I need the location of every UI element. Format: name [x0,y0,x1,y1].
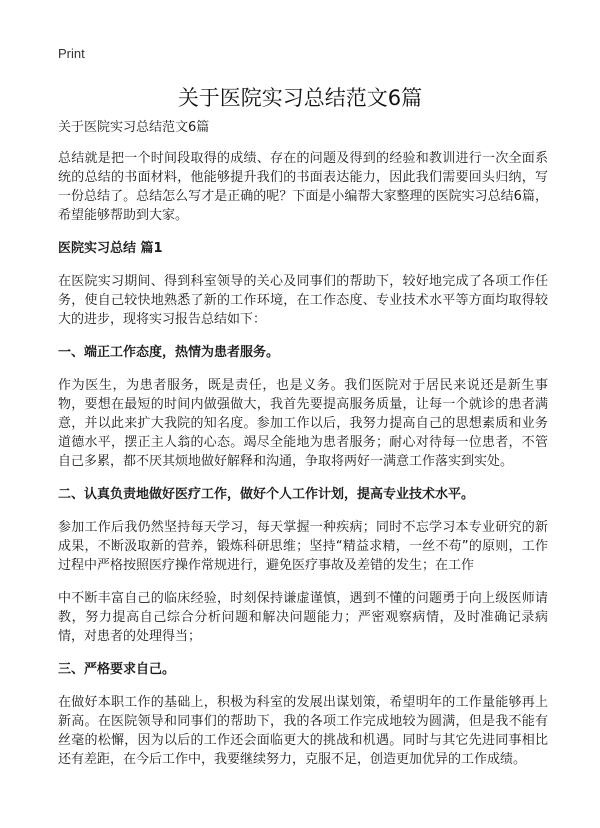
section-heading-1: 一、端正工作态度，热情为患者服务。 [58,345,280,360]
chapter-heading: 医院实习总结 篇1 [58,241,163,256]
section-2-paragraph-2: 中不断丰富自己的临床经验，时刻保持谦虚谨慎，遇到不懂的问题勇于向上级医师请教，努力提高自己综合分析问题和解决问题能力；严密观察病情，及时准确记录病情，对患者的处理得当； [58,591,548,644]
section-2-paragraph-1: 参加工作后我仍然坚持每天学习，每天掌握一种疾病；同时不忘学习本专业研究的新成果，不断汲取新的营养，锻炼科研思维；坚持“精益求精，一丝不苟”的原则，工作过程中严格按照医疗操作常规进行，避免医疗事故及差错的发生；在工作 [58,520,548,573]
intro-paragraph: 总结就是把一个时间段取得的成绩、存在的问题及得到的经验和教训进行一次全面系统的总结的书面材料，他能够提升我们的书面表达能力，因此我们需要回头归纳，写一份总结了。总结怎么写才是正确的呢？下面是小编帮大家整理的医院实习总结6篇，希望能够帮助到大家。 [58,151,548,223]
section-heading-3: 三、严格要求自己。 [58,662,176,677]
section-1-paragraph: 作为医生，为患者服务，既是责任，也是义务。我们医院对于居民来说还是新生事物，要想在最短的时间内做强做大，我首先要提高服务质量，让每一个就诊的患者满意，并以此来扩大我院的知名度。参加工作以后，我努力提高自己的思想素质和业务道德水平，摆正主人翁的心态。竭尽全能地为患者服务；耐心对待每一位患者，不管自己多累，都不厌其烦地做好解释和沟通，争取将两好一满意工作落实到实处。 [58,378,548,469]
section-3-paragraph: 在做好本职工作的基础上，积极为科室的发展出谋划策，希望明年的工作量能够再上新高。在医院领导和同事们的帮助下，我的各项工作完成地较为圆满，但是我不能有丝毫的松懈，因为以后的工作还会面临更大的挑战和机遇。同时与其它先进同事相比还有差距，在今后工作中，我要继续努力，克服不足，创造更加优异的工作成绩。 [58,695,548,767]
document-body [58,118,548,783]
chapter-intro-paragraph: 在医院实习期间、得到科室领导的关心及同事们的帮助下，较好地完成了各项工作任务，使自己较快地熟悉了新的工作环境，在工作态度、专业技术水平等方面均取得较大的进步，现将实习报告总结如下： [58,274,548,327]
section-heading-2: 二、认真负责地做好医疗工作，做好个人工作计划，提高专业技术水平。 [58,487,475,502]
document-subtitle: 关于医院实习总结范文6篇 [58,120,210,135]
print-link[interactable]: Print [58,46,85,61]
document-title: 关于医院实习总结范文6篇 [177,86,423,110]
